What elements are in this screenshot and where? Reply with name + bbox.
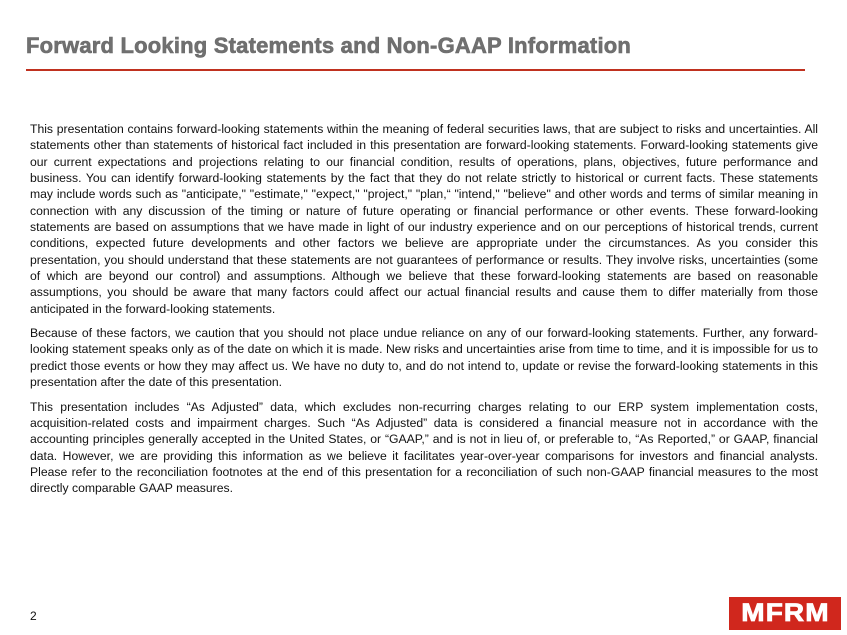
slide-title: Forward Looking Statements and Non-GAAP Information (26, 33, 632, 58)
paragraph-caution: Because of these factors, we caution that you should not place undue reliance on any of our forward-looking statements. Further, any forward-looking statement speaks only as of the date on which it is made. New risks and uncertainties arise from time to time, and it is impossible for us to predict those events or how they may affect us. We have no duty to, and do not intend to, update or revise the forward-looking statements in this presentation after the date of this presentation. (30, 326, 818, 390)
body-text (30, 121, 818, 505)
mfrm-logo (729, 597, 841, 630)
logo-text: MFRM (740, 599, 830, 627)
title-underline-divider (26, 69, 805, 71)
paragraph-non-gaap: This presentation includes “As Adjusted” data, which excludes non-recurring charges relating to our ERP system implementation costs, acquisition-related costs and impairment charges. Such “As Adjusted” data is considered a financial measure not in accordance with the accounting principles generally accepted in the United States, or “GAAP,” and is not in lieu of, or preferable to, “As Reported,” or GAAP, financial data. However, we are providing this information as we believe it facilitates year-over-year comparisons for investors and financial analysts. Please refer to the reconciliation footnotes at the end of this presentation for a reconciliation of such non-GAAP financial measures to the most directly comparable GAAP measures. (30, 399, 818, 496)
page-number: 2 (30, 609, 37, 623)
paragraph-forward-looking: This presentation contains forward-looking statements within the meaning of federal securities laws, that are subject to risks and uncertainties. All statements other than statements of historical fact included in this presentation are forward-looking statements. Forward-looking statements give our current expectations and projections relating to our financial condition, results of operations, plans, objectives, future performance and business. You can identify forward-looking statements by the fact that they do not relate strictly to historical or current facts. These statements may include words such as "anticipate," "estimate," "expect," "project," "plan,“ "intend," "believe" and other words and terms of similar meaning in connection with any discussion of the timing or nature of future operating or financial performance or other events. These forward-looking statements are based on assumptions that we have made in light of our industry experience and on our perceptions of historical trends, current conditions, expected future developments and other factors we believe are appropriate under the circumstances. As you consider this presentation, you should understand that these statements are not guarantees of performance or results. They involve risks, uncertainties (some of which are beyond our control) and assumptions. Although we believe that these forward-looking statements are based on reasonable assumptions, you should be aware that many factors could affect our actual financial results and cause them to differ materially from those anticipated in the forward-looking statements. (30, 122, 818, 316)
